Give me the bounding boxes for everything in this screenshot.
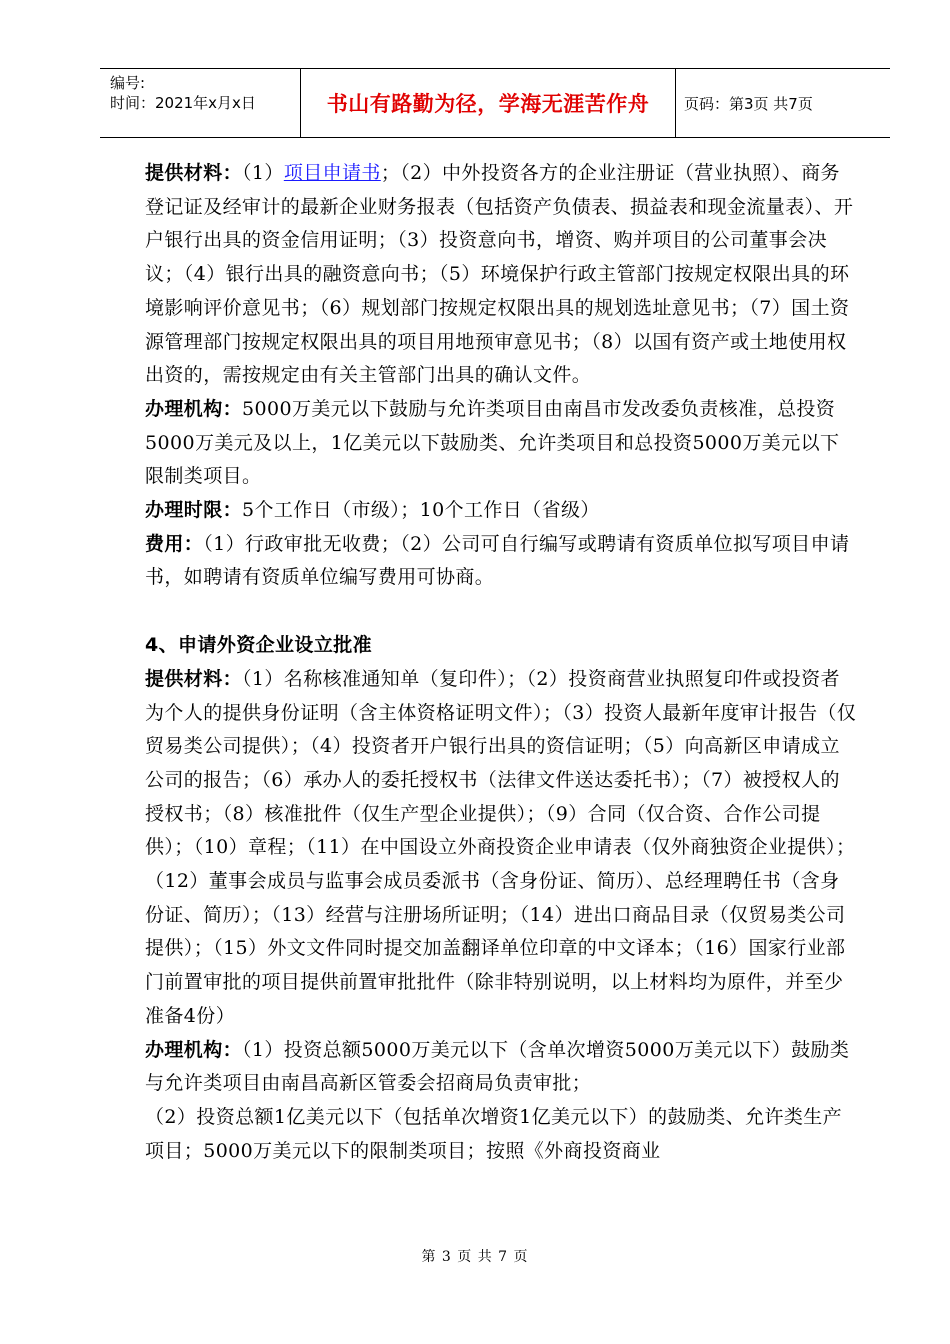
document-body [145, 157, 857, 1168]
sec3-time-text: 5个工作日（市级）；10个工作日（省级） [242, 499, 600, 522]
sec4-materials-text: （1）名称核准通知单（复印件）；（2）投资商营业执照复印件或投资者为个人的提供身份证明（含主体资格证明文件）；（3）投资人最新年度审计报告（仅贸易类公司提供）；（4）投资者开户银行出具的资信证明；（5）向高新区申请成立公司的报告；（6）承办人的委托授权书（法律文件送达委托书）；（7）被授权人的授权书；（8）核准批件（仅生产型企业提供）；（9）合同（仅合资、合作公司提供）；（10）章程；（11）在中国设立外商投资企业申请表（仅外商独资企业提供）；（12）董事会成员与监事会成员委派书（含身份证、简历）、总经理聘任书（含身份证、简历）；（13）经营与注册场所证明；（14）进出口商品目录（仅贸易类公司提供）；（15）外文文件同时提交加盖翻译单位印章的中文译本；（16）国家行业部门前置审批的项目提供前置审批批件（除非特别说明，以上材料均为原件，并至少准备4份） [145, 667, 857, 1027]
sec3-materials-text: ；（2）中外投资各方的企业注册证（营业执照）、商务登记证及经审计的最新企业财务报表（包括资产负债表、损益表和现金流量表）、开户银行出具的资金信用证明；（3）投资意向书，增资、购并项目的公司董事会决议；（4）银行出具的融资意向书；（5）环境保护行政主管部门按规定权限出具的环境影响评价意见书；（6）规划部门按规定权限出具的规划选址意见书；（7）国土资源管理部门按规定权限出具的项目用地预审意见书；（8）以国有资产或土地使用权出资的，需按规定由有关主管部门出具的确认文件。 [145, 162, 854, 387]
project-application-link[interactable]: 项目申请书 [283, 162, 381, 184]
document-number-label: 编号: [110, 74, 146, 92]
sec3-agency-label: 办理机构： [145, 397, 243, 420]
sec3-time-label: 办理时限： [145, 499, 243, 522]
sec4-agency-text-1: （1）投资总额5000万美元以下（含单次增资5000万美元以下）鼓励类与允许类项目由南昌高新区管委会招商局负责审批； [145, 1038, 850, 1095]
sec3-fee-label: 费用： [145, 532, 204, 555]
sec4-heading: 4、申请外资企业设立批准 [145, 634, 373, 657]
sec4-agency-paragraph-2: （2）投资总额1亿美元以下（包括单次增资1亿美元以下）的鼓励类、允许类生产项目；5000万美元以下的限制类项目；按照《外商投资商业 [145, 1105, 843, 1162]
section-spacer [145, 595, 857, 629]
page-header [100, 68, 890, 138]
sec3-agency-text: 5000万美元以下鼓励与允许类项目由南昌市发改委负责核准，总投资5000万美元及以上，1亿美元以下鼓励类、允许类项目和总投资5000万美元以下限制类项目。 [145, 397, 840, 488]
sec4-agency-paragraph [145, 1034, 857, 1101]
document-date: 时间：2021年x月x日 [110, 94, 256, 112]
header-page-number: 页码：第3页 共7页 [684, 94, 813, 113]
sec3-materials-prefix: （1） [242, 162, 284, 184]
sec3-materials-paragraph [145, 157, 857, 393]
sec3-fee-text: （1）行政审批无收费；（2）公司可自行编写或聘请有资质单位拟写项目申请书，如聘请有资质单位编写费用可协商。 [145, 532, 850, 589]
page-footer: 第 3 页 共 7 页 [421, 1249, 529, 1265]
sec3-fee-paragraph [145, 528, 857, 595]
sec4-materials-paragraph [145, 663, 857, 1034]
header-meta [100, 69, 301, 137]
sec4-materials-label: 提供材料： [145, 667, 243, 690]
sec4-agency-label: 办理机构： [145, 1038, 243, 1061]
sec3-agency-paragraph [145, 393, 857, 494]
header-motto: 书山有路勤为径，学海无涯苦作舟 [301, 69, 676, 137]
sec3-time-paragraph [145, 494, 857, 528]
sec3-materials-label: 提供材料： [145, 162, 243, 184]
